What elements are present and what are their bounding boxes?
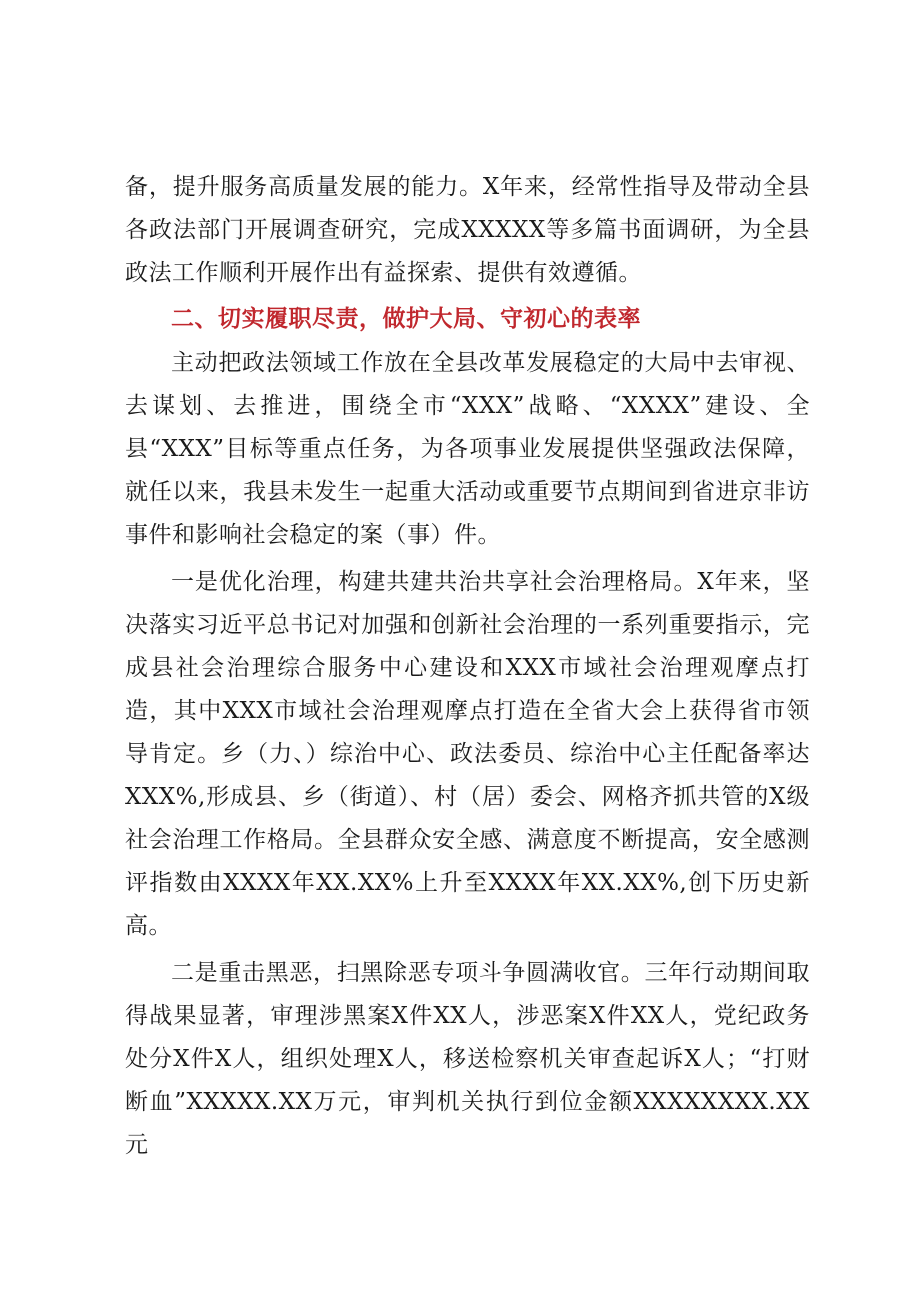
paragraph-governance: 一是优化治理，构建共建共治共享社会治理格局。X年来，坚决落实习近平总书记对加强和创新社会治理的一系列重要指示，完成县社会治理综合服务中心建设和XXX市域社会治理观摩点打造，其中XXX市域社会治理观摩点打造在全省大会上获得省市领导肯定。乡（力、）综治中心、政法委员、综治中心主任配备率达XXX%,形成县、乡（街道）、村（居）委会、网格齐抓共管的X级社会治理工作格局。全县群众安全感、满意度不断提高，安全感测评指数由XXXX年XX.XX%上升至XXXX年XX.XX%,创下历史新高。 (125, 569, 810, 939)
section-heading: 二、切实履职尽责，做护大局、守初心的表率 (171, 305, 641, 332)
paragraph-anti-crime: 二是重击黑恶，扫黑除恶专项斗争圆满收官。三年行动期间取得战果显著，审理涉黑案X件XX人，涉恶案X件XX人，党纪政务处分X件X人，组织处理X人，移送检察机关审查起诉X人；“打财断血”XXXXX.XX万元，审判机关执行到位金额XXXXXXXX.XX元 (125, 960, 810, 1158)
paragraph-continued: 备，提升服务高质量发展的能力。X年来，经常性指导及带动全县各政法部门开展调查研究，完成XXXXX等多篇书面调研，为全县政法工作顺利开展作出有益探索、提供有效遵循。 (125, 174, 810, 286)
paragraph-overview: 主动把政法领域工作放在全县改革发展稳定的大局中去审视、去谋划、去推进，围绕全市“XXX”战略、“XXXX”建设、全县“XXX”目标等重点任务，为各项事业发展提供坚强政法保障，就任以来，我县未发生一起重大活动或重要节点期间到省进京非访事件和影响社会稳定的案（事）件。 (125, 350, 810, 548)
document-body (125, 166, 810, 1167)
